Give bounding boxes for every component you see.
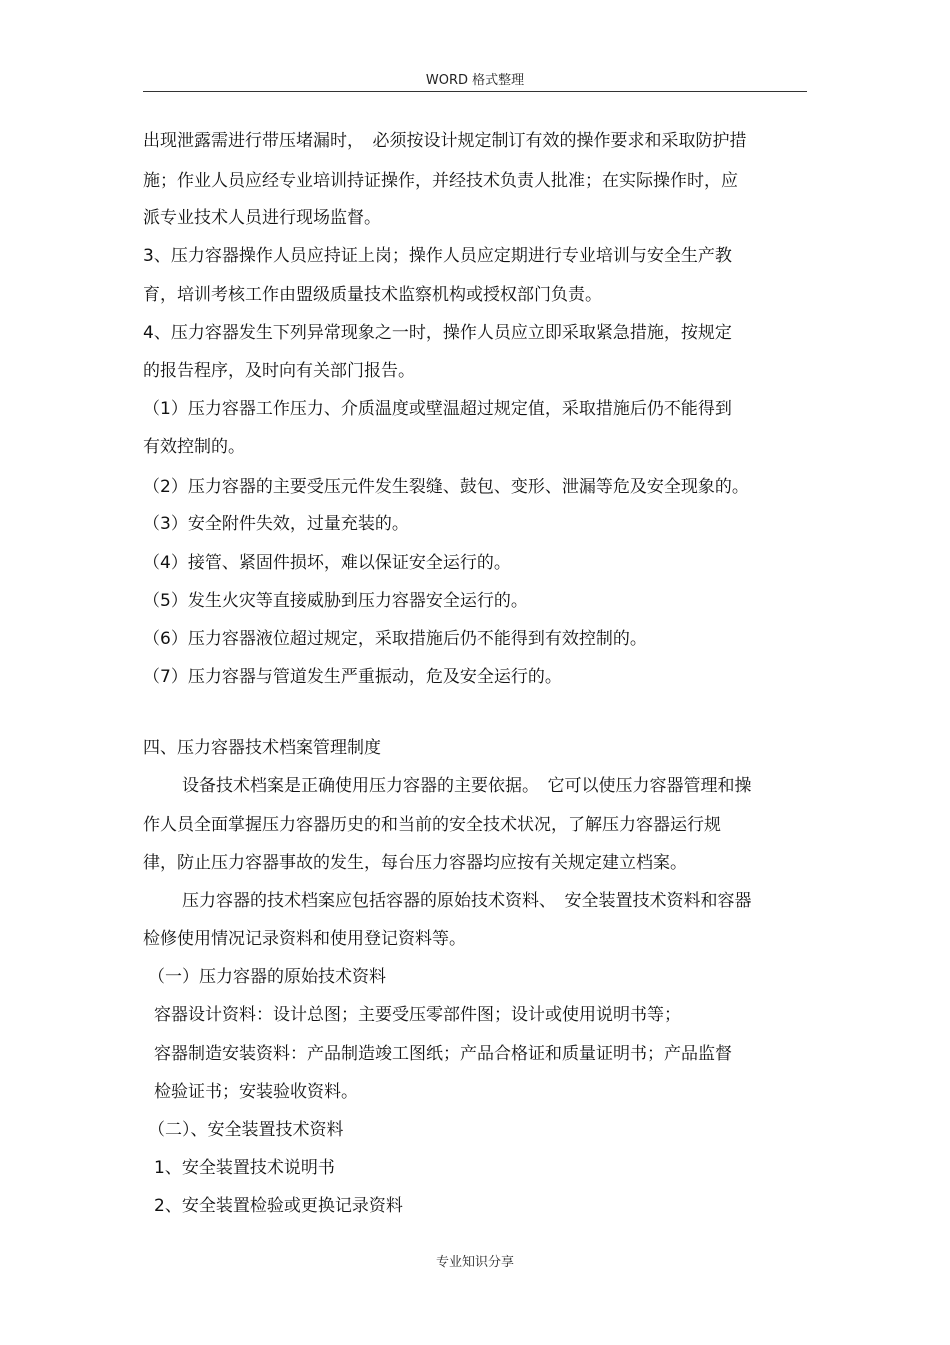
body-line: 作人员全面掌握压力容器历史的和当前的安全技术状况，了解压力容器运行规 xyxy=(143,815,721,835)
body-line: 律，防止压力容器事故的发生，每台压力容器均应按有关规定建立档案。 xyxy=(143,853,687,873)
page-header: WORD 格式整理 xyxy=(425,73,525,88)
body-line: 4、压力容器发生下列异常现象之一时，操作人员应立即采取紧急措施，按规定 xyxy=(143,323,732,343)
subsection-heading: （一）压力容器的原始技术资料 xyxy=(148,967,386,987)
body-line: 3、压力容器操作人员应持证上岗；操作人员应定期进行专业培训与安全生产教 xyxy=(143,246,732,266)
body-line: （2）压力容器的主要受压元件发生裂缝、鼓包、变形、泄漏等危及安全现象的。 xyxy=(143,477,749,497)
body-line: 出现泄露需进行带压堵漏时， 必须按设计规定制订有效的操作要求和采取防护措 xyxy=(143,131,747,151)
subsection-heading: （二）、安全装置技术资料 xyxy=(148,1120,344,1140)
body-line: 检验证书；安装验收资料。 xyxy=(154,1082,358,1102)
body-line: （7）压力容器与管道发生严重振动，危及安全运行的。 xyxy=(143,667,562,687)
page-footer: 专业知识分享 xyxy=(435,1255,514,1270)
section-heading: 四、压力容器技术档案管理制度 xyxy=(143,738,381,758)
body-line: 容器设计资料：设计总图；主要受压零部件图；设计或使用说明书等； xyxy=(154,1005,681,1025)
body-line: 2、安全装置检验或更换记录资料 xyxy=(154,1196,403,1216)
body-line: （4）接管、紧固件损坏，难以保证安全运行的。 xyxy=(143,553,511,573)
body-line: （1）压力容器工作压力、介质温度或壁温超过规定值，采取措施后仍不能得到 xyxy=(143,399,732,419)
body-line: 1、安全装置技术说明书 xyxy=(154,1158,335,1178)
body-line: 施；作业人员应经专业培训持证操作，并经技术负责人批准；在实际操作时，应 xyxy=(143,171,738,191)
body-line: 检修使用情况记录资料和使用登记资料等。 xyxy=(143,929,466,949)
body-line: （3）安全附件失效，过量充装的。 xyxy=(143,514,409,534)
body-line: 有效控制的。 xyxy=(143,437,245,457)
body-line: 派专业技术人员进行现场监督。 xyxy=(143,208,381,228)
body-line: 的报告程序，及时向有关部门报告。 xyxy=(143,361,415,381)
body-line: （6）压力容器液位超过规定，采取措施后仍不能得到有效控制的。 xyxy=(143,629,647,649)
body-line: 育，培训考核工作由盟级质量技术监察机构或授权部门负责。 xyxy=(143,285,602,305)
body-line: 压力容器的技术档案应包括容器的原始技术资料、 安全装置技术资料和容器 xyxy=(182,891,752,911)
body-line: 容器制造安装资料：产品制造竣工图纸；产品合格证和质量证明书；产品监督 xyxy=(154,1044,732,1064)
body-line: 设备技术档案是正确使用压力容器的主要依据。 它可以使压力容器管理和操 xyxy=(182,776,752,796)
header-divider xyxy=(143,91,807,92)
body-line: （5）发生火灾等直接威胁到压力容器安全运行的。 xyxy=(143,591,528,611)
